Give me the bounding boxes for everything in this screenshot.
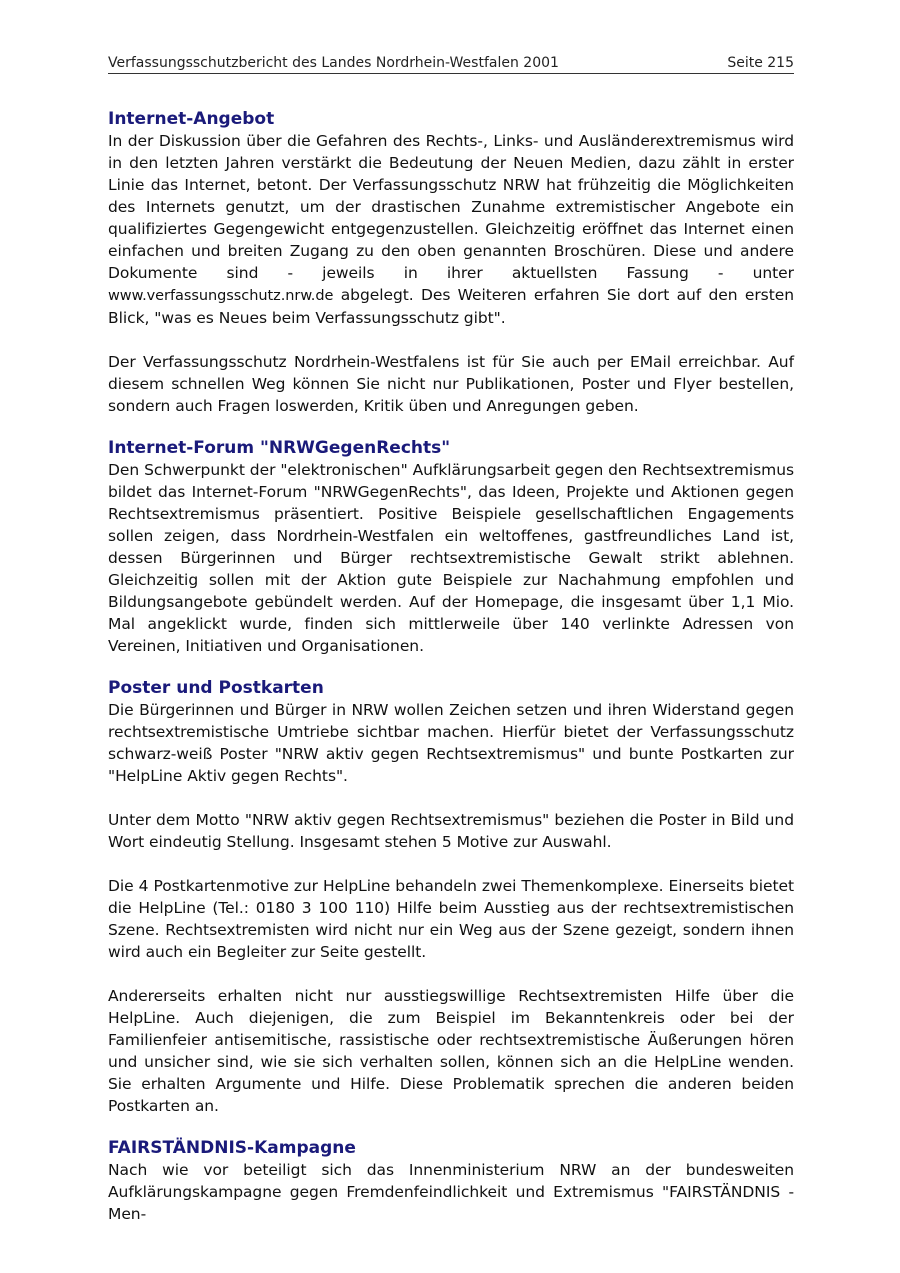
header-title: Verfassungsschutzbericht des Landes Nordrhein-Westfalen 2001 bbox=[108, 55, 559, 71]
section-internet-forum bbox=[108, 437, 794, 657]
paragraph bbox=[108, 130, 794, 329]
section-poster-postkarten bbox=[108, 677, 794, 1117]
paragraph-text: In der Diskussion über die Gefahren des Rechts-, Links- und Ausländerextremismus wird in den letzten Jahren verstärkt die Bedeutung der Neuen Medien, dazu zählt in erster Linie das Internet, betont. Der Verfassungsschutz NRW hat frühzeitig die Möglichkeiten des Internets genutzt, um der drastischen Zunahme extremistischer Angebote ein qualifiziertes Gegengewicht entgegenzustellen. Gleichzeitig eröffnet das Internet einen einfachen und breiten Zugang zu den oben genannten Broschüren. Diese und andere Dokumente sind - jeweils in ihrer aktuellsten Fassung - unter bbox=[108, 132, 794, 282]
section-heading: Poster und Postkarten bbox=[108, 678, 324, 698]
section-internet-angebot bbox=[108, 108, 794, 417]
paragraph: Nach wie vor beteiligt sich das Innenministerium NRW an der bundesweiten Aufklärungskampagne gegen Fremdenfeindlichkeit und Extremismus "FAIRSTÄNDNIS - Men- bbox=[108, 1161, 794, 1223]
paragraph-text-continued: abgelegt. Des Weiteren erfahren Sie dort auf den ersten Blick, "was es Neues beim Verfassungsschutz gibt". bbox=[108, 286, 794, 327]
paragraph: Die Bürgerinnen und Bürger in NRW wollen Zeichen setzen und ihren Widerstand gegen rechtsextremistische Umtriebe sichtbar machen. Hierfür bietet der Verfassungsschutz schwarz-weiß Poster "NRW aktiv gegen Rechtsextremismus" und bunte Postkarten zur "HelpLine Aktiv gegen Rechts". bbox=[108, 701, 794, 785]
paragraph: Andererseits erhalten nicht nur ausstiegswillige Rechtsextremisten Hilfe über die HelpLine. Auch diejenigen, die zum Beispiel im Bekanntenkreis oder bei der Familienfeier antisemitische, rassistische oder rechtsextremistische Äußerungen hören und unsicher sind, wie sie sich verhalten sollen, können sich an die HelpLine wenden. Sie erhalten Argumente und Hilfe. Diese Problematik sprechen die anderen beiden Postkarten an. bbox=[108, 987, 794, 1115]
section-heading: Internet-Forum "NRWGegenRechts" bbox=[108, 438, 451, 458]
paragraph: Den Schwerpunkt der "elektronischen" Aufklärungsarbeit gegen den Rechtsextremismus bildet das Internet-Forum "NRWGegenRechts", das Ideen, Projekte und Aktionen gegen Rechtsextremismus präsentiert. Positive Beispiele gesellschaftlichen Engagements sollen zeigen, dass Nordrhein-Westfalen ein weltoffenes, gastfreundliches Land ist, dessen Bürgerinnen und Bürger rechtsextremistische Gewalt strikt ablehnen. Gleichzeitig sollen mit der Aktion gute Beispiele zur Nachahmung empfohlen und Bildungsangebote gebündelt werden. Auf der Homepage, die insgesamt über 1,1 Mio. Mal angeklickt wurde, finden sich mittlerweile über 140 verlinkte Adressen von Vereinen, Initiativen und Organisationen. bbox=[108, 461, 794, 655]
document-body bbox=[108, 108, 794, 1225]
section-fairstaendnis bbox=[108, 1137, 794, 1225]
section-heading: Internet-Angebot bbox=[108, 109, 275, 129]
paragraph: Die 4 Postkartenmotive zur HelpLine behandeln zwei Themenkomplexe. Einerseits bietet die HelpLine (Tel.: 0180 3 100 110) Hilfe beim Ausstieg aus der rechtsextremistischen Szene. Rechtsextremisten wird nicht nur ein Weg aus der Szene gezeigt, sondern ihnen wird auch ein Begleiter zur Seite gestellt. bbox=[108, 877, 794, 961]
paragraph: Der Verfassungsschutz Nordrhein-Westfalens ist für Sie auch per EMail erreichbar. Auf diesem schnellen Weg können Sie nicht nur Publikationen, Poster und Flyer bestellen, sondern auch Fragen loswerden, Kritik üben und Anregungen geben. bbox=[108, 353, 794, 415]
website-link[interactable]: www.verfassungsschutz.nrw.de bbox=[108, 288, 334, 304]
paragraph: Unter dem Motto "NRW aktiv gegen Rechtsextremismus" beziehen die Poster in Bild und Wort eindeutig Stellung. Insgesamt stehen 5 Motive zur Auswahl. bbox=[108, 811, 794, 851]
page-header bbox=[108, 52, 794, 74]
section-heading: FAIRSTÄNDNIS-Kampagne bbox=[108, 1138, 356, 1158]
page-number: Seite 215 bbox=[727, 55, 794, 71]
